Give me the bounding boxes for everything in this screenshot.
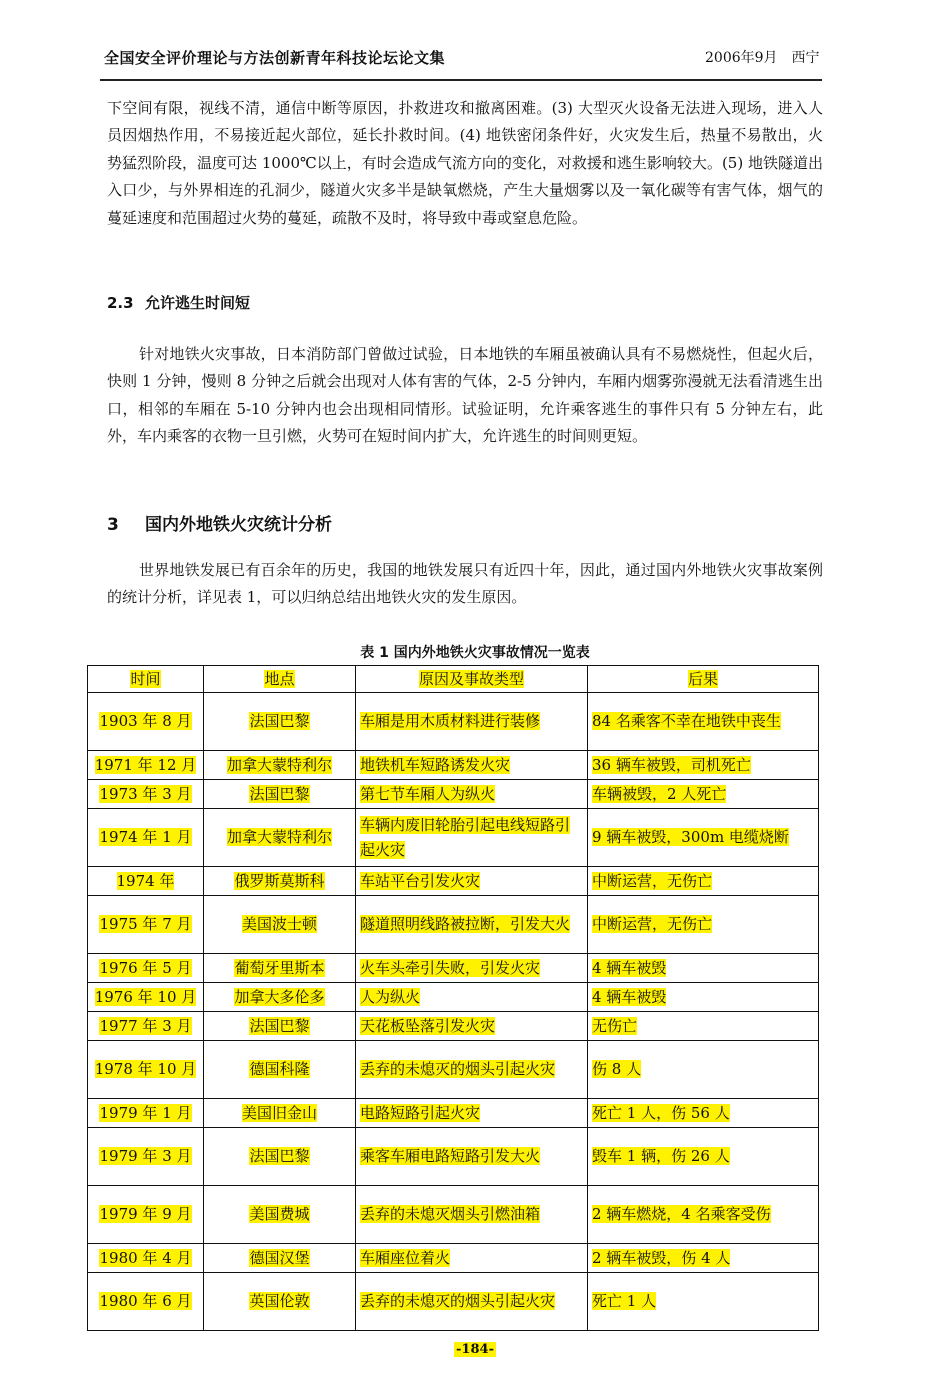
cell-consequence: 死亡 1 人	[588, 1273, 819, 1331]
table-row	[88, 983, 819, 1012]
cell-consequence: 4 辆车被毁	[588, 954, 819, 983]
cell-cause: 车厢座位着火	[356, 1244, 588, 1273]
cell-time: 1975 年 7 月	[88, 896, 204, 954]
cell-location: 俄罗斯莫斯科	[204, 867, 356, 896]
cell-location: 法国巴黎	[204, 1012, 356, 1041]
cell-time: 1980 年 6 月	[88, 1273, 204, 1331]
table-row	[88, 1273, 819, 1331]
cell-cause: 电路短路引起火灾	[356, 1099, 588, 1128]
table-header-row	[88, 666, 819, 693]
cell-time: 1974 年	[88, 867, 204, 896]
cell-location: 美国旧金山	[204, 1099, 356, 1128]
cell-time: 1971 年 12 月	[88, 751, 204, 780]
section-2-3-paragraph: 针对地铁火灾事故，日本消防部门曾做过试验，日本地铁的车厢虽被确认具有不易燃烧性，但起火后，快则 1 分钟，慢则 8 分钟之后就会出现对人体有害的气体，2-5 分钟内，车厢内烟雾弥漫就无法看清逃生出口，相邻的车厢在 5-10 分钟内也会出现相同情形。试验证明，允许乘客逃生的事件只有 5 分钟左右，此外，车内乘客的衣物一旦引燃，火势可在短时间内扩大，允许逃生的时间则更短。	[107, 345, 823, 446]
table-row	[88, 896, 819, 954]
header-rule	[100, 79, 822, 81]
section-heading-3	[107, 510, 332, 535]
table-row	[88, 1244, 819, 1273]
table-row	[88, 1099, 819, 1128]
cell-time: 1979 年 1 月	[88, 1099, 204, 1128]
cell-cause: 车站平台引发火灾	[356, 867, 588, 896]
table-row	[88, 780, 819, 809]
cell-consequence: 2 辆车燃烧，4 名乘客受伤	[588, 1186, 819, 1244]
table-row	[88, 1128, 819, 1186]
cell-location: 加拿大蒙特利尔	[204, 809, 356, 867]
cell-time: 1979 年 3 月	[88, 1128, 204, 1186]
cell-time: 1973 年 3 月	[88, 780, 204, 809]
cell-cause: 第七节车厢人为纵火	[356, 780, 588, 809]
section-number: 2.3	[107, 294, 134, 312]
section-title: 国内外地铁火灾统计分析	[145, 515, 332, 535]
table-row	[88, 693, 819, 751]
cell-consequence: 中断运营，无伤亡	[588, 867, 819, 896]
cell-consequence: 毁车 1 辆，伤 26 人	[588, 1128, 819, 1186]
cell-location: 法国巴黎	[204, 1128, 356, 1186]
cell-consequence: 4 辆车被毁	[588, 983, 819, 1012]
cell-consequence: 2 辆车被毁，伤 4 人	[588, 1244, 819, 1273]
section-3-paragraph: 世界地铁发展已有百余年的历史，我国的地铁发展只有近四十年，因此，通过国内外地铁火灾事故案例的统计分析，详见表 1，可以归纳总结出地铁火灾的发生原因。	[107, 561, 823, 607]
cell-cause: 丢弃的未熄灭的烟头引起火灾	[356, 1273, 588, 1331]
cell-time: 1903 年 8 月	[88, 693, 204, 751]
section-number: 3	[107, 515, 119, 535]
cell-cause: 丢弃的未熄灭烟头引燃油箱	[356, 1186, 588, 1244]
running-header-date: 2006年9月 西宁	[705, 50, 820, 66]
cell-location: 法国巴黎	[204, 693, 356, 751]
cell-location: 葡萄牙里斯本	[204, 954, 356, 983]
table-caption: 表 1 国内外地铁火灾事故情况一览表	[360, 645, 590, 661]
fire-incident-table	[87, 665, 819, 1331]
page-number: -184-	[456, 1342, 494, 1357]
table-row	[88, 751, 819, 780]
cell-location: 德国科隆	[204, 1041, 356, 1099]
cell-time: 1978 年 10 月	[88, 1041, 204, 1099]
intro-paragraph: 下空间有限，视线不清，通信中断等原因，扑救进攻和撤离困难。(3) 大型灭火设备无法进入现场，进入人员因烟热作用，不易接近起火部位，延长扑救时间。(4) 地铁密闭条件好，火灾发生后，热量不易散出，火势猛烈阶段，温度可达 1000℃以上，有时会造成气流方向的变化，对救援和逃生影响较大。(5) 地铁隧道出入口少，与外界相连的孔洞少，隧道火灾多半是缺氧燃烧，产生大量烟雾以及一氧化碳等有害气体，烟气的蔓延速度和范围超过火势的蔓延，疏散不及时，将导致中毒或窒息危险。	[107, 99, 823, 227]
cell-time: 1976 年 10 月	[88, 983, 204, 1012]
table-row	[88, 1041, 819, 1099]
running-header-title: 全国安全评价理论与方法创新青年科技论坛论文集	[104, 49, 446, 67]
cell-location: 德国汉堡	[204, 1244, 356, 1273]
cell-cause: 地铁机车短路诱发火灾	[356, 751, 588, 780]
cell-time: 1980 年 4 月	[88, 1244, 204, 1273]
column-header-cause: 原因及事故类型	[356, 666, 588, 693]
cell-consequence: 36 辆车被毁，司机死亡	[588, 751, 819, 780]
cell-cause: 车厢是用木质材料进行装修	[356, 693, 588, 751]
cell-location: 美国费城	[204, 1186, 356, 1244]
table-row	[88, 867, 819, 896]
cell-time: 1974 年 1 月	[88, 809, 204, 867]
cell-cause: 天花板坠落引发火灾	[356, 1012, 588, 1041]
column-header-location: 地点	[204, 666, 356, 693]
cell-consequence: 无伤亡	[588, 1012, 819, 1041]
cell-location: 加拿大蒙特利尔	[204, 751, 356, 780]
cell-cause: 隧道照明线路被拉断，引发大火	[356, 896, 588, 954]
cell-location: 加拿大多伦多	[204, 983, 356, 1012]
section-title: 允许逃生时间短	[145, 294, 251, 312]
cell-cause: 丢弃的未熄灭的烟头引起火灾	[356, 1041, 588, 1099]
cell-cause: 人为纵火	[356, 983, 588, 1012]
cell-cause: 火车头牵引失败，引发火灾	[356, 954, 588, 983]
cell-consequence: 中断运营，无伤亡	[588, 896, 819, 954]
section-heading-2-3	[107, 292, 250, 313]
column-header-time: 时间	[88, 666, 204, 693]
cell-consequence: 9 辆车被毁，300m 电缆烧断	[588, 809, 819, 867]
cell-cause: 车辆内废旧轮胎引起电线短路引起火灾	[356, 809, 588, 867]
table-row	[88, 809, 819, 867]
table-row	[88, 1012, 819, 1041]
cell-consequence: 车辆被毁，2 人死亡	[588, 780, 819, 809]
cell-time: 1977 年 3 月	[88, 1012, 204, 1041]
cell-location: 美国波士顿	[204, 896, 356, 954]
column-header-consequence: 后果	[588, 666, 819, 693]
cell-time: 1979 年 9 月	[88, 1186, 204, 1244]
cell-time: 1976 年 5 月	[88, 954, 204, 983]
cell-consequence: 死亡 1 人，伤 56 人	[588, 1099, 819, 1128]
cell-consequence: 84 名乘客不幸在地铁中丧生	[588, 693, 819, 751]
table-row	[88, 1186, 819, 1244]
cell-location: 英国伦敦	[204, 1273, 356, 1331]
cell-consequence: 伤 8 人	[588, 1041, 819, 1099]
table-row	[88, 954, 819, 983]
cell-location: 法国巴黎	[204, 780, 356, 809]
cell-cause: 乘客车厢电路短路引发大火	[356, 1128, 588, 1186]
